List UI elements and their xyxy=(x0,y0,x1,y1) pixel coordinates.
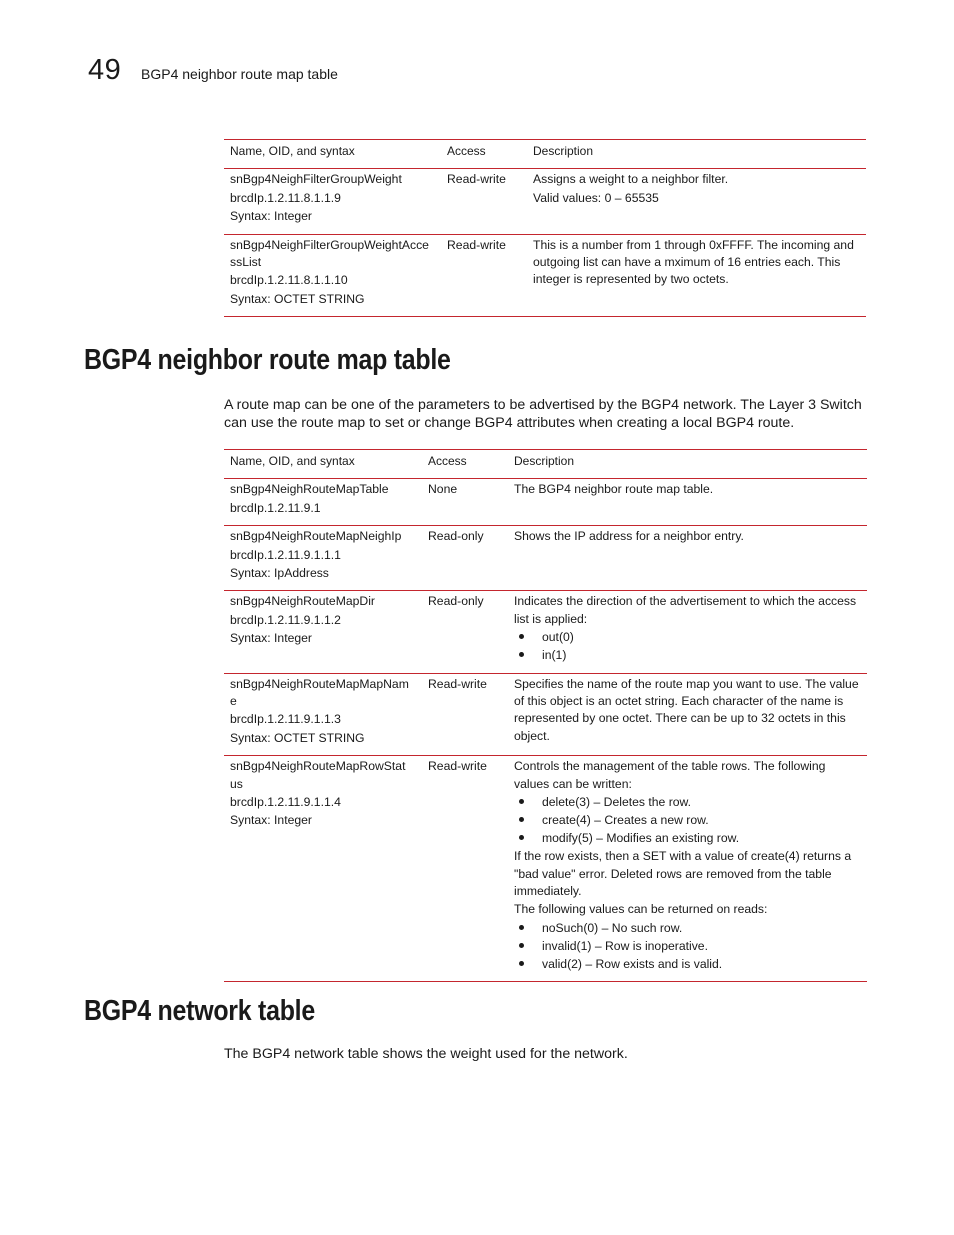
table-header-row xyxy=(224,450,867,479)
object-syntax: Syntax: IpAddress xyxy=(230,566,329,581)
name-cell xyxy=(224,756,422,982)
route-map-table xyxy=(224,449,867,982)
access-cell: Read-write xyxy=(441,169,527,234)
object-name: snBgp4NeighRouteMapDir xyxy=(230,594,375,609)
description-text: Assigns a weight to a neighbor filter. xyxy=(533,172,729,187)
object-syntax: Syntax: OCTET STRING xyxy=(230,730,365,745)
description-cell xyxy=(508,591,867,673)
section-title-route-map: BGP4 neighbor route map table xyxy=(84,344,451,376)
description-text: Indicates the direction of the advertisement to which the access list is applied: xyxy=(514,594,857,626)
access-cell: Read-write xyxy=(422,756,508,982)
description-text: This is a number from 1 through 0xFFFF. The incoming and outgoing list can have a mximum of 16 entries each. This integer is represented by two octets. xyxy=(533,237,854,287)
object-oid: brcdIp.1.2.11.9.1.1.4 xyxy=(230,795,341,809)
object-name: snBgp4NeighFilterGroupWeightAcce ssList xyxy=(230,237,429,270)
list-item: out(0) xyxy=(514,629,861,646)
list-item: noSuch(0) – No such row. xyxy=(514,920,861,937)
name-cell xyxy=(224,526,422,591)
table-row xyxy=(224,234,866,317)
column-header-description: Description xyxy=(527,140,866,169)
bullet-list xyxy=(514,629,861,664)
list-item: create(4) – Creates a new row. xyxy=(514,812,861,829)
description-text: Specifies the name of the route map you want to use. The value of this object is an octet string. Each character of the name is represented by one octet. There can be up to 32 octets in this object. xyxy=(514,676,859,743)
list-item: in(1) xyxy=(514,647,861,664)
access-cell: Read-write xyxy=(422,673,508,756)
table-row xyxy=(224,756,867,982)
column-header-access: Access xyxy=(441,140,527,169)
column-header-name: Name, OID, and syntax xyxy=(224,450,422,479)
description-note: If the row exists, then a SET with a value of create(4) returns a "bad value" error. Deleted rows are removed from the table immediately. xyxy=(514,849,852,899)
column-header-description: Description xyxy=(508,450,867,479)
list-item: invalid(1) – Row is inoperative. xyxy=(514,938,861,955)
access-cell: None xyxy=(422,479,508,526)
writable-values-list xyxy=(514,794,861,847)
object-syntax: Syntax: OCTET STRING xyxy=(230,291,365,306)
chapter-number: 49 xyxy=(88,54,122,86)
object-name: snBgp4NeighRouteMapMapNam e xyxy=(230,676,409,708)
object-syntax: Syntax: Integer xyxy=(230,631,312,646)
table-row xyxy=(224,591,867,673)
description-cell xyxy=(527,234,866,317)
object-name: snBgp4NeighRouteMapNeighIp xyxy=(230,529,402,544)
object-oid: brcdIp.1.2.11.8.1.1.9 xyxy=(230,190,341,205)
description-text: The following values can be returned on reads: xyxy=(514,902,768,917)
column-header-access: Access xyxy=(422,450,508,479)
object-syntax: Syntax: Integer xyxy=(230,209,312,224)
object-oid: brcdIp.1.2.11.9.1.1.2 xyxy=(230,612,341,627)
description-text: Valid values: 0 – 65535 xyxy=(533,190,659,205)
object-name: snBgp4NeighRouteMapTable xyxy=(230,482,389,497)
readable-values-list xyxy=(514,920,861,973)
list-item: modify(5) – Modifies an existing row. xyxy=(514,830,861,847)
object-name: snBgp4NeighRouteMapRowStat us xyxy=(230,759,406,791)
running-header-title: BGP4 neighbor route map table xyxy=(141,66,338,82)
description-text: Shows the IP address for a neighbor entry. xyxy=(514,529,744,544)
list-item: valid(2) – Row exists and is valid. xyxy=(514,956,861,973)
name-cell xyxy=(224,591,422,673)
description-text: Controls the management of the table rows. The following values can be written: xyxy=(514,759,826,791)
name-cell xyxy=(224,169,441,234)
name-cell xyxy=(224,673,422,756)
object-oid: brcdIp.1.2.11.8.1.1.10 xyxy=(230,273,348,288)
access-cell: Read-only xyxy=(422,526,508,591)
description-cell xyxy=(508,479,867,526)
name-cell xyxy=(224,479,422,526)
section-intro-route-map: A route map can be one of the parameters to be advertised by the BGP4 network. The Layer 3 Switch can use the route map to set or change BGP4 attributes when creating a local BGP4 route. xyxy=(224,397,862,431)
object-oid: brcdIp.1.2.11.9.1 xyxy=(230,500,321,515)
description-cell xyxy=(508,673,867,756)
table-header-row xyxy=(224,140,866,169)
access-cell: Read-only xyxy=(422,591,508,673)
table-row xyxy=(224,526,867,591)
description-cell xyxy=(527,169,866,234)
list-item: delete(3) – Deletes the row. xyxy=(514,794,861,811)
section-title-network: BGP4 network table xyxy=(84,995,315,1027)
name-cell xyxy=(224,234,441,317)
table-row xyxy=(224,673,867,756)
object-oid: brcdIp.1.2.11.9.1.1.1 xyxy=(230,547,341,562)
table-row xyxy=(224,169,866,234)
object-name: snBgp4NeighFilterGroupWeight xyxy=(230,172,402,187)
table-row xyxy=(224,479,867,526)
object-oid: brcdIp.1.2.11.9.1.1.3 xyxy=(230,712,341,727)
column-header-name: Name, OID, and syntax xyxy=(224,140,441,169)
object-syntax: Syntax: Integer xyxy=(230,813,312,828)
description-cell xyxy=(508,756,867,982)
description-text: The BGP4 neighbor route map table. xyxy=(514,482,714,497)
section-intro-network: The BGP4 network table shows the weight used for the network. xyxy=(224,1046,628,1062)
filter-group-weight-table xyxy=(224,139,866,317)
description-cell xyxy=(508,526,867,591)
access-cell: Read-write xyxy=(441,234,527,317)
